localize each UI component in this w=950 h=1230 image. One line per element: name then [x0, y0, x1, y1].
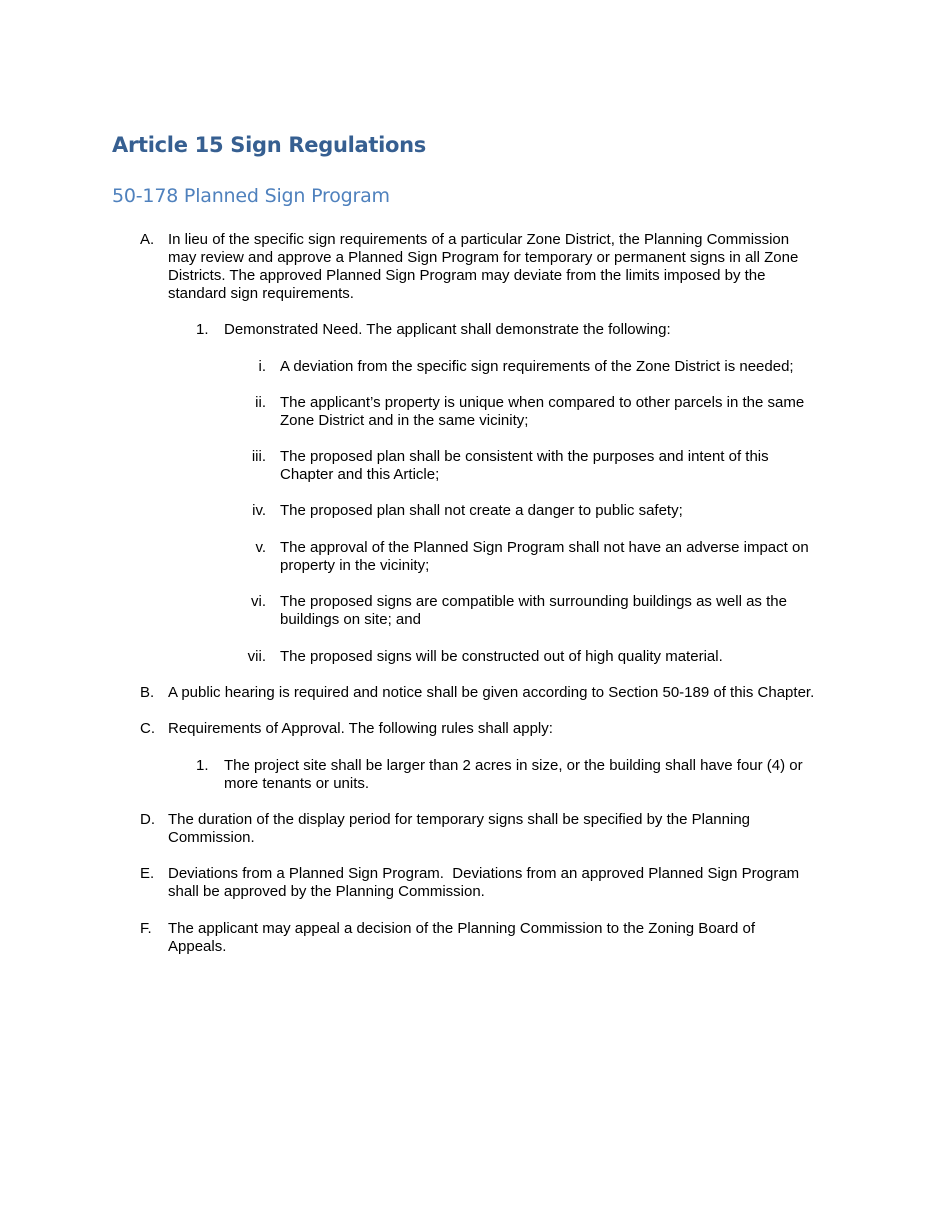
list-item-text-line: The proposed plan shall not create a danger to public safety; — [280, 502, 683, 519]
list-item-text-line: may review and approve a Planned Sign Program for temporary or permanent signs in all Zone — [168, 249, 799, 266]
list-item-text-line: more tenants or units. — [224, 775, 370, 792]
list-item-text-line: The project site shall be larger than 2 acres in size, or the building shall have four (4) or — [224, 757, 803, 774]
list-item-text-line: Requirements of Approval. The following rules shall apply: — [168, 720, 553, 737]
list-marker: v. — [255, 539, 266, 556]
list-item-roman-i — [0, 358, 950, 378]
list-item-text-line: The applicant’s property is unique when compared to other parcels in the same — [280, 394, 805, 411]
list-item-roman-v — [0, 539, 950, 577]
list-item-text-line: The duration of the display period for temporary signs shall be specified by the Planning — [168, 811, 751, 828]
list-item-text-line: property in the vicinity; — [280, 557, 430, 574]
list-marker: i. — [258, 358, 266, 375]
list-item-text-line: In lieu of the specific sign requirements of a particular Zone District, the Planning Commission — [168, 231, 790, 248]
list-item-text-line: The proposed signs are compatible with surrounding buildings as well as the — [280, 593, 787, 610]
list-item-text-line: buildings on site; and — [280, 611, 421, 628]
list-item-c — [0, 720, 950, 740]
list-item-roman-ii — [0, 394, 950, 432]
list-marker: D. — [140, 811, 155, 828]
list-item-a-1 — [0, 321, 950, 341]
list-item-a — [0, 231, 950, 305]
list-item-f — [0, 920, 950, 958]
list-marker: iv. — [252, 502, 266, 519]
list-item-roman-vi — [0, 593, 950, 631]
list-item-roman-iii — [0, 448, 950, 486]
list-marker: 1. — [196, 757, 209, 774]
list-item-text-line: A deviation from the specific sign requirements of the Zone District is needed; — [280, 358, 794, 375]
list-marker: vi. — [251, 593, 266, 610]
list-item-text-line: The applicant may appeal a decision of the Planning Commission to the Zoning Board of — [168, 920, 756, 937]
list-item-text-line: Districts. The approved Planned Sign Program may deviate from the limits imposed by the — [168, 267, 766, 284]
list-marker: C. — [140, 720, 155, 737]
list-item-text-line: Deviations from a Planned Sign Program. Deviations from an approved Planned Sign Program — [168, 865, 800, 882]
article-title: Article 15 Sign Regulations — [112, 133, 426, 157]
list-item-text-line: Zone District and in the same vicinity; — [280, 412, 529, 429]
list-marker: vii. — [247, 648, 266, 665]
list-item-e — [0, 865, 950, 903]
list-marker: ii. — [255, 394, 266, 411]
list-marker: F. — [140, 920, 152, 937]
list-marker: E. — [140, 865, 155, 882]
list-item-text-line: Commission. — [168, 829, 255, 846]
list-marker: A. — [140, 231, 155, 248]
list-item-text-line: A public hearing is required and notice shall be given according to Section 50-189 of this Chapter. — [168, 684, 815, 701]
list-item-text-line: The proposed plan shall be consistent with the purposes and intent of this — [280, 448, 769, 465]
list-item-text-line: standard sign requirements. — [168, 285, 354, 302]
list-item-b — [0, 684, 950, 704]
list-item-text-line: Appeals. — [168, 938, 227, 955]
list-item-roman-vii — [0, 648, 950, 668]
list-marker: B. — [140, 684, 155, 701]
list-item-text-line: The approval of the Planned Sign Program shall not have an adverse impact on — [280, 539, 809, 556]
list-item-roman-iv — [0, 502, 950, 522]
list-item-text-line: Demonstrated Need. The applicant shall demonstrate the following: — [224, 321, 671, 338]
section-title: 50-178 Planned Sign Program — [112, 185, 390, 207]
list-item-text-line: shall be approved by the Planning Commission. — [168, 883, 485, 900]
list-marker: 1. — [196, 321, 209, 338]
list-item-text-line: Chapter and this Article; — [280, 466, 440, 483]
list-item-text-line: The proposed signs will be constructed out of high quality material. — [280, 648, 723, 665]
list-item-d — [0, 811, 950, 849]
list-item-c-1 — [0, 757, 950, 795]
list-marker: iii. — [251, 448, 266, 465]
